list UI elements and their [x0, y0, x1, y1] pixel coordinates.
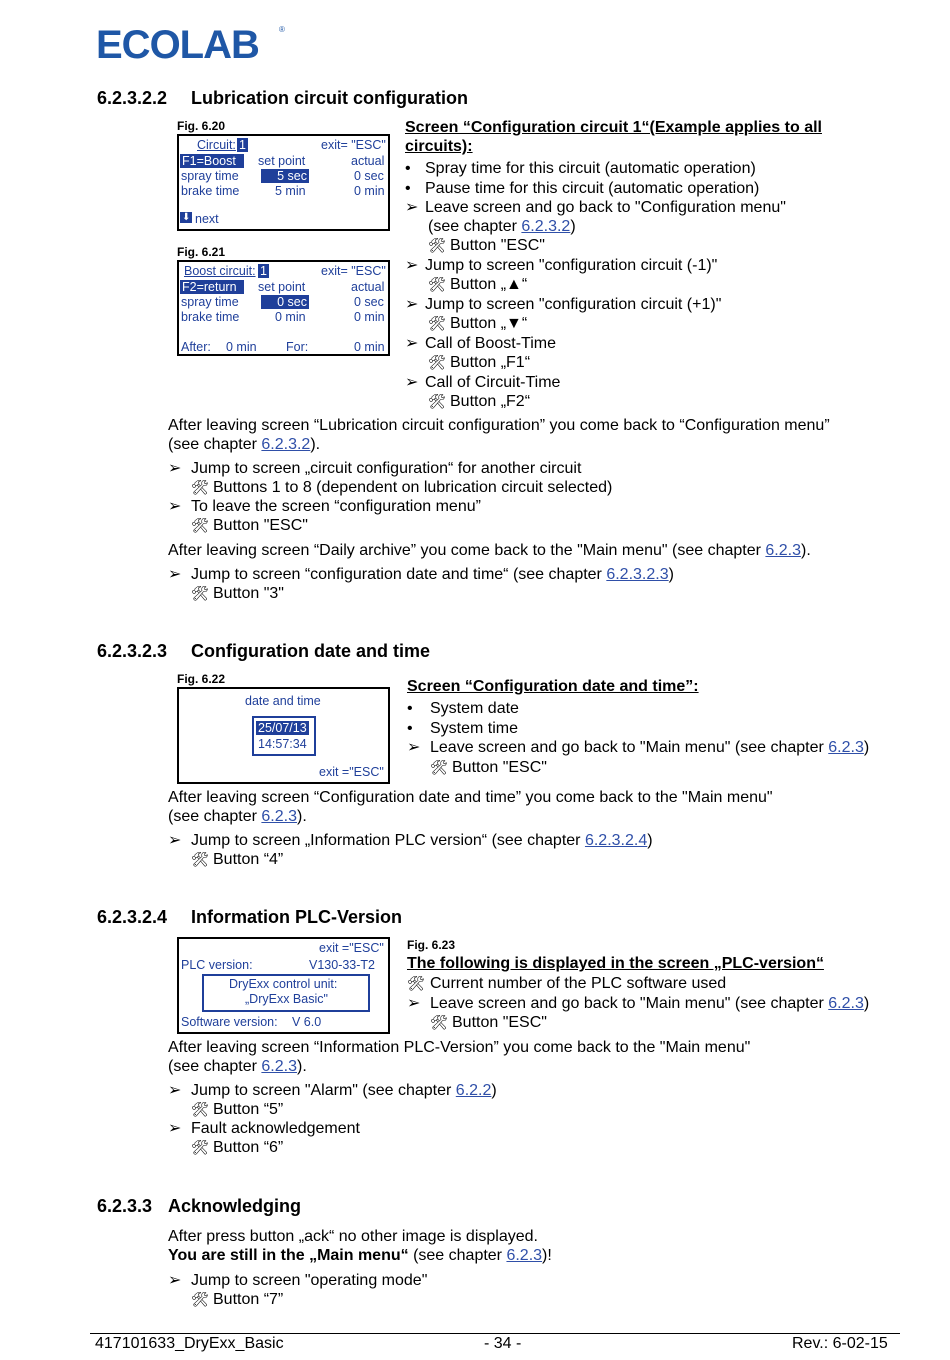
- lcd-spray-label: spray time: [181, 295, 239, 309]
- screen-config-circuit-title-cont: circuits):: [405, 138, 473, 155]
- lcd-date-value: 25/07/13: [258, 721, 307, 735]
- tool-icon: 🛠: [191, 479, 209, 495]
- chapter-link[interactable]: 6.2.3.2.3: [606, 566, 669, 583]
- lcd-screen-circuit-config: [177, 134, 390, 231]
- list-item-cont: (see chapter 6.2.3.2): [428, 218, 576, 235]
- lcd-for-value: 0 min: [354, 340, 385, 354]
- lcd-spray-label: spray time: [181, 169, 239, 183]
- button-instruction: 🛠 Button "ESC": [430, 1014, 547, 1031]
- button-instruction: 🛠 Button “4”: [191, 851, 284, 868]
- footer-revision: Rev.: 6-02-15: [792, 1335, 888, 1352]
- paragraph: After leaving screen “Configuration date and time” you come back to the "Main menu": [168, 789, 773, 806]
- tool-icon: 🛠: [191, 851, 209, 867]
- chapter-link[interactable]: 6.2.3: [506, 1247, 543, 1264]
- svg-text:®: ®: [279, 25, 285, 34]
- section-title-lubrication: Lubrication circuit configuration: [191, 88, 469, 108]
- lcd-after-label: After:: [181, 340, 211, 354]
- tool-icon: 🛠: [428, 276, 446, 292]
- section-number-6-2-3-2-2: 6.2.3.2.2: [97, 88, 168, 108]
- lcd-setpoint-header: set point: [258, 154, 306, 168]
- lcd-date-time-label: date and time: [245, 694, 321, 708]
- tool-icon: 🛠: [430, 1014, 448, 1030]
- paragraph: After press button „ack“ no other image is displayed.: [168, 1228, 538, 1245]
- chapter-link[interactable]: 6.2.3.2: [261, 436, 311, 453]
- lcd-for-label: For:: [286, 340, 309, 354]
- tool-icon: 🛠: [191, 585, 209, 601]
- lcd-software-label: Software version:: [181, 1015, 278, 1029]
- list-item: ➢ Jump to screen “configuration date and time“ (see chapter 6.2.3.2.3): [168, 566, 674, 583]
- list-item: ➢ Jump to screen „Information PLC version“ (see chapter 6.2.3.2.4): [168, 832, 653, 849]
- lcd-spray-setpoint: 5 sec: [261, 169, 309, 183]
- button-instruction: 🛠 Button "3": [191, 585, 284, 602]
- paragraph: You are still in the „Main menu“ (see chapter 6.2.3)!: [168, 1247, 552, 1264]
- screen-config-circuit-title: Screen “Configuration circuit 1“(Example applies to all: [405, 119, 822, 136]
- lcd-exit-label: exit= "ESC": [321, 138, 386, 152]
- lcd-exit-label: exit= "ESC": [321, 264, 386, 278]
- chapter-link[interactable]: 6.2.3: [261, 1058, 297, 1075]
- section-title-plc-version: Information PLC-Version: [191, 907, 403, 927]
- chapter-link[interactable]: 6.2.3: [261, 808, 297, 825]
- list-item: 🛠 Current number of the PLC software used: [407, 975, 727, 992]
- tool-icon: 🛠: [407, 975, 425, 991]
- paragraph: (see chapter 6.2.3).: [168, 1058, 307, 1075]
- lcd-boost-number: 1: [260, 264, 267, 278]
- list-item: ➢ To leave the screen “configuration menu”: [168, 498, 481, 515]
- list-item: ➢ Jump to screen „circuit configuration“ for another circuit: [168, 460, 582, 477]
- lcd-spray-setpoint: 0 sec: [261, 295, 309, 309]
- ecolab-logo: [96, 24, 292, 69]
- figure-label-6-22: Fig. 6.22: [177, 672, 226, 686]
- lcd-after-value: 0 min: [226, 340, 257, 354]
- lcd-actual-header: actual: [351, 154, 385, 168]
- lcd-screen-boost-circuit: [177, 260, 390, 356]
- tool-icon: 🛠: [191, 1139, 209, 1155]
- tool-icon: 🛠: [428, 237, 446, 253]
- list-item: ➢ Call of Boost-Time: [405, 335, 556, 352]
- button-instruction: 🛠 Button „▲“: [428, 276, 528, 293]
- paragraph: (see chapter 6.2.3.2).: [168, 436, 321, 453]
- chapter-link[interactable]: 6.2.2: [455, 1082, 492, 1099]
- chapter-link[interactable]: 6.2.3: [828, 995, 864, 1012]
- chapter-link[interactable]: 6.2.3: [828, 739, 864, 756]
- list-item: ➢ Leave screen and go back to "Configuration menu": [405, 199, 786, 216]
- button-instruction: 🛠 Button "ESC": [191, 517, 308, 534]
- paragraph: (see chapter 6.2.3).: [168, 808, 307, 825]
- button-instruction: 🛠 Button "ESC": [430, 759, 547, 776]
- tool-icon: 🛠: [191, 1101, 209, 1117]
- lcd-circuit-number: 1: [239, 138, 246, 152]
- tool-icon: 🛠: [428, 315, 446, 331]
- lcd-control-unit-line1: DryExx control unit:: [229, 977, 338, 991]
- ecolab-logo-graphic: [96, 24, 292, 64]
- section-number-6-2-3-3: 6.2.3.3: [97, 1196, 153, 1216]
- tool-icon: 🛠: [428, 354, 446, 370]
- lcd-exit-label: exit ="ESC": [319, 765, 384, 779]
- lcd-actual-header: actual: [351, 280, 385, 294]
- list-item: • Pause time for this circuit (automatic operation): [405, 180, 760, 197]
- lcd-software-value: V 6.0: [292, 1015, 322, 1029]
- tool-icon: 🛠: [191, 1291, 209, 1307]
- tool-icon: 🛠: [191, 517, 209, 533]
- chapter-link[interactable]: 6.2.3.2.4: [584, 832, 648, 849]
- list-item: ➢ Jump to screen "operating mode": [168, 1272, 428, 1289]
- lcd-time-value: 14:57:34: [258, 737, 307, 751]
- screen-plc-version-title: The following is displayed in the screen „PLC-version“: [407, 955, 824, 972]
- lcd-brake-setpoint: 0 min: [275, 310, 306, 324]
- lcd-exit-label: exit ="ESC": [319, 941, 384, 955]
- lcd-plc-value: V130-33-T2: [309, 958, 376, 972]
- list-item: ➢ Jump to screen "Alarm" (see chapter 6.2.2): [168, 1082, 497, 1099]
- section-number-6-2-3-2-4: 6.2.3.2.4: [97, 907, 168, 927]
- lcd-brake-setpoint: 5 min: [275, 184, 306, 198]
- list-item: • Spray time for this circuit (automatic operation): [405, 160, 756, 177]
- paragraph: After leaving screen “Daily archive” you come back to the "Main menu" (see chapter 6.2.3).: [168, 542, 811, 559]
- list-item: ➢ Jump to screen "configuration circuit (-1)": [405, 257, 718, 274]
- button-instruction: 🛠 Button „▼“: [428, 315, 528, 332]
- footer-document-id: 417101633_DryExx_Basic: [95, 1335, 284, 1352]
- button-instruction: 🛠 Button "ESC": [428, 237, 545, 254]
- lcd-circuit-label: Circuit:: [197, 138, 236, 152]
- section-number-6-2-3-2-3: 6.2.3.2.3: [97, 641, 168, 661]
- lcd-brake-actual: 0 min: [354, 310, 385, 324]
- list-item: ➢ Leave screen and go back to "Main menu" (see chapter 6.2.3): [407, 995, 870, 1012]
- lcd-screen-plc-version: [177, 937, 390, 1034]
- section-title-acknowledging: Acknowledging: [168, 1196, 302, 1216]
- logo-text: ECOLAB: [96, 24, 259, 64]
- lcd-f1-boost: F1=Boost: [180, 154, 244, 168]
- list-item: ➢ Fault acknowledgement: [168, 1120, 360, 1137]
- lcd-next-label: next: [195, 212, 219, 226]
- button-instruction: 🛠 Button „F1“: [428, 354, 531, 371]
- lcd-boost-label: Boost circuit:: [184, 264, 256, 278]
- list-item: ➢ Jump to screen "configuration circuit (+1)": [405, 296, 722, 313]
- lcd-screen-date-time: [177, 687, 390, 784]
- paragraph: After leaving screen “Information PLC-Version” you come back to the "Main menu": [168, 1039, 751, 1056]
- button-instruction: 🛠 Button „F2“: [428, 393, 531, 410]
- figure-label-6-23: Fig. 6.23: [407, 938, 456, 952]
- lcd-brake-label: brake time: [181, 310, 240, 324]
- lcd-f2-return: F2=return: [180, 280, 244, 294]
- figure-label-6-20: Fig. 6.20: [177, 119, 226, 133]
- button-instruction: 🛠 Button “5”: [191, 1101, 284, 1118]
- section-title-date-time: Configuration date and time: [191, 641, 431, 661]
- lcd-down-arrow-icon: ⬇: [182, 212, 191, 223]
- footer-page-number: - 34 -: [484, 1335, 522, 1352]
- chapter-link[interactable]: 6.2.3: [765, 542, 801, 559]
- lcd-spray-actual: 0 sec: [354, 169, 384, 183]
- lcd-control-unit-line2: „DryExx Basic": [245, 992, 328, 1006]
- tool-icon: 🛠: [430, 759, 448, 775]
- lcd-brake-label: brake time: [181, 184, 240, 198]
- lcd-brake-actual: 0 min: [354, 184, 385, 198]
- button-instruction: 🛠 Button “7”: [191, 1291, 284, 1308]
- list-item: • System time: [407, 720, 519, 737]
- lcd-spray-actual: 0 sec: [354, 295, 384, 309]
- button-instruction: 🛠 Button “6”: [191, 1139, 284, 1156]
- list-item: • System date: [407, 700, 519, 717]
- tool-icon: 🛠: [428, 393, 446, 409]
- list-item: ➢ Call of Circuit-Time: [405, 374, 561, 391]
- lcd-setpoint-header: set point: [258, 280, 306, 294]
- figure-label-6-21: Fig. 6.21: [177, 245, 226, 259]
- list-item: ➢ Leave screen and go back to "Main menu" (see chapter 6.2.3): [407, 739, 870, 756]
- chapter-link[interactable]: 6.2.3.2: [521, 218, 571, 235]
- paragraph: After leaving screen “Lubrication circuit configuration” you come back to “Configuration menu”: [168, 417, 830, 434]
- lcd-plc-label: PLC version:: [181, 958, 253, 972]
- screen-date-time-title: Screen “Configuration date and time”:: [407, 678, 699, 695]
- button-instruction: 🛠 Buttons 1 to 8 (dependent on lubrication circuit selected): [191, 479, 613, 496]
